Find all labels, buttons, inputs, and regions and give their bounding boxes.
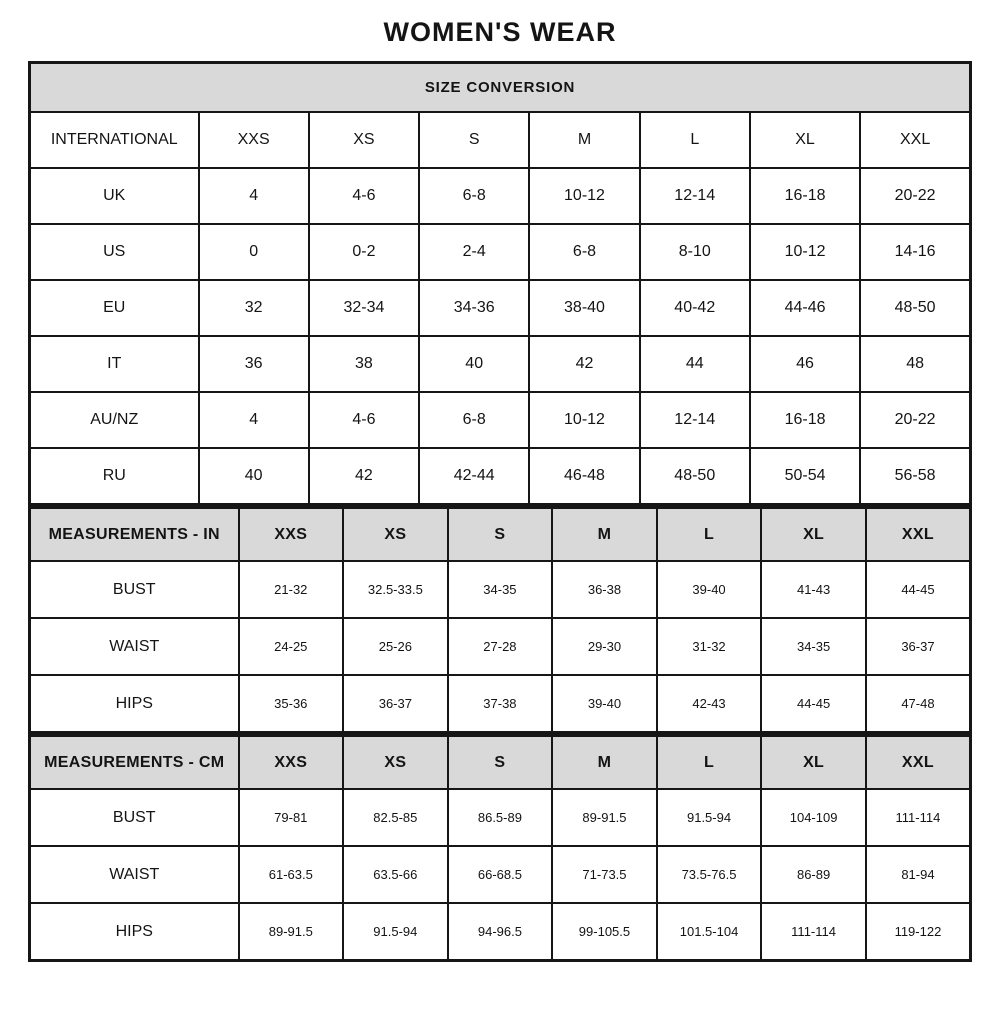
size-cell: 48-50	[860, 280, 970, 336]
size-cell: 10-12	[529, 168, 639, 224]
measurement-cell: 99-105.5	[552, 903, 657, 961]
size-cell: 4-6	[309, 168, 419, 224]
size-conversion-table	[28, 61, 972, 506]
column-header-measurements-in: MEASUREMENTS - IN	[30, 508, 239, 562]
size-cell: 50-54	[750, 448, 860, 505]
size-cell: 16-18	[750, 168, 860, 224]
measurement-cell: 66-68.5	[448, 846, 553, 903]
column-header-international: INTERNATIONAL	[30, 112, 199, 168]
size-cell: 44	[640, 336, 750, 392]
column-header-xl: XL	[761, 736, 866, 790]
column-header-l: L	[657, 736, 762, 790]
column-header-s: S	[448, 736, 553, 790]
measurement-cell: 41-43	[761, 561, 866, 618]
measurement-cell: 36-37	[866, 618, 971, 675]
column-header-m: M	[552, 508, 657, 562]
measurement-cell: 63.5-66	[343, 846, 448, 903]
size-cell: 16-18	[750, 392, 860, 448]
row-label-hips: HIPS	[30, 903, 239, 961]
size-cell: 42-44	[419, 448, 529, 505]
column-header-xxs: XXS	[239, 508, 344, 562]
column-header-xs: XS	[343, 508, 448, 562]
column-header-xs: XS	[309, 112, 419, 168]
row-label-waist: WAIST	[30, 618, 239, 675]
size-cell: 4-6	[309, 392, 419, 448]
measurement-cell: 86.5-89	[448, 789, 553, 846]
measurement-cell: 89-91.5	[552, 789, 657, 846]
table-row-hips	[30, 903, 971, 961]
size-cell: 20-22	[860, 168, 970, 224]
size-cell: 10-12	[529, 392, 639, 448]
measurement-cell: 31-32	[657, 618, 762, 675]
measurement-cell: 71-73.5	[552, 846, 657, 903]
column-header-l: L	[657, 508, 762, 562]
measurement-cell: 39-40	[552, 675, 657, 733]
row-label-eu: EU	[30, 280, 199, 336]
measurement-cell: 86-89	[761, 846, 866, 903]
size-cell: 0-2	[309, 224, 419, 280]
row-label-hips: HIPS	[30, 675, 239, 733]
measurement-cell: 61-63.5	[239, 846, 344, 903]
size-cell: 36	[199, 336, 309, 392]
table-header-row	[30, 508, 971, 562]
column-header-s: S	[448, 508, 553, 562]
size-cell: 38	[309, 336, 419, 392]
measurement-cell: 24-25	[239, 618, 344, 675]
measurement-cell: 34-35	[448, 561, 553, 618]
measurement-cell: 27-28	[448, 618, 553, 675]
table-header-row	[30, 112, 971, 168]
size-cell: 10-12	[750, 224, 860, 280]
measurement-cell: 79-81	[239, 789, 344, 846]
column-header-xxs: XXS	[239, 736, 344, 790]
size-cell: 0	[199, 224, 309, 280]
size-cell: 38-40	[529, 280, 639, 336]
table-row-bust	[30, 789, 971, 846]
row-label-ru: RU	[30, 448, 199, 505]
size-cell: 4	[199, 392, 309, 448]
column-header-m: M	[529, 112, 639, 168]
size-cell: 56-58	[860, 448, 970, 505]
measurement-cell: 35-36	[239, 675, 344, 733]
measurement-cell: 111-114	[866, 789, 971, 846]
measurements-in-table	[28, 506, 972, 734]
measurement-cell: 89-91.5	[239, 903, 344, 961]
size-cell: 4	[199, 168, 309, 224]
table-row-it	[30, 336, 971, 392]
size-cell: 40	[199, 448, 309, 505]
measurement-cell: 119-122	[866, 903, 971, 961]
table-row-aunz	[30, 392, 971, 448]
measurement-cell: 21-32	[239, 561, 344, 618]
column-header-l: L	[640, 112, 750, 168]
page-title: WOMEN'S WEAR	[383, 17, 617, 47]
column-header-xxl: XXL	[866, 508, 971, 562]
size-cell: 20-22	[860, 392, 970, 448]
table-row-bust	[30, 561, 971, 618]
size-cell: 8-10	[640, 224, 750, 280]
measurement-cell: 91.5-94	[657, 789, 762, 846]
measurement-cell: 39-40	[657, 561, 762, 618]
table-row-ru	[30, 448, 971, 505]
size-cell: 12-14	[640, 392, 750, 448]
table-row-waist	[30, 846, 971, 903]
column-header-xxl: XXL	[860, 112, 970, 168]
row-label-uk: UK	[30, 168, 199, 224]
measurement-cell: 44-45	[761, 675, 866, 733]
measurement-cell: 32.5-33.5	[343, 561, 448, 618]
table-row-eu	[30, 280, 971, 336]
measurement-cell: 101.5-104	[657, 903, 762, 961]
column-header-xxl: XXL	[866, 736, 971, 790]
row-label-bust: BUST	[30, 561, 239, 618]
table-row-uk	[30, 168, 971, 224]
measurement-cell: 73.5-76.5	[657, 846, 762, 903]
measurement-cell: 91.5-94	[343, 903, 448, 961]
measurement-cell: 37-38	[448, 675, 553, 733]
column-header-xl: XL	[750, 112, 860, 168]
table-header-row	[30, 736, 971, 790]
size-cell: 42	[309, 448, 419, 505]
row-label-aunz: AU/NZ	[30, 392, 199, 448]
size-cell: 40	[419, 336, 529, 392]
size-cell: 34-36	[419, 280, 529, 336]
size-cell: 6-8	[419, 168, 529, 224]
size-cell: 48	[860, 336, 970, 392]
measurement-cell: 34-35	[761, 618, 866, 675]
measurement-cell: 94-96.5	[448, 903, 553, 961]
size-cell: 12-14	[640, 168, 750, 224]
measurement-cell: 29-30	[552, 618, 657, 675]
size-cell: 2-4	[419, 224, 529, 280]
size-cell: 46	[750, 336, 860, 392]
measurement-cell: 47-48	[866, 675, 971, 733]
page	[0, 17, 1000, 962]
measurement-cell: 36-38	[552, 561, 657, 618]
table-banner-row	[30, 63, 971, 113]
row-label-it: IT	[30, 336, 199, 392]
size-cell: 14-16	[860, 224, 970, 280]
column-header-s: S	[419, 112, 529, 168]
row-label-us: US	[30, 224, 199, 280]
row-label-bust: BUST	[30, 789, 239, 846]
size-cell: 32-34	[309, 280, 419, 336]
measurement-cell: 104-109	[761, 789, 866, 846]
table-row-hips	[30, 675, 971, 733]
measurement-cell: 44-45	[866, 561, 971, 618]
column-header-xs: XS	[343, 736, 448, 790]
size-cell: 42	[529, 336, 639, 392]
row-label-waist: WAIST	[30, 846, 239, 903]
column-header-xl: XL	[761, 508, 866, 562]
size-cell: 6-8	[419, 392, 529, 448]
measurements-cm-table	[28, 734, 972, 962]
size-cell: 46-48	[529, 448, 639, 505]
size-conversion-banner: SIZE CONVERSION	[30, 63, 971, 113]
measurement-cell: 36-37	[343, 675, 448, 733]
table-row-waist	[30, 618, 971, 675]
measurement-cell: 82.5-85	[343, 789, 448, 846]
size-cell: 48-50	[640, 448, 750, 505]
column-header-measurements-cm: MEASUREMENTS - CM	[30, 736, 239, 790]
column-header-xxs: XXS	[199, 112, 309, 168]
column-header-m: M	[552, 736, 657, 790]
size-cell: 44-46	[750, 280, 860, 336]
table-row-us	[30, 224, 971, 280]
measurement-cell: 81-94	[866, 846, 971, 903]
size-cell: 6-8	[529, 224, 639, 280]
size-cell: 40-42	[640, 280, 750, 336]
measurement-cell: 111-114	[761, 903, 866, 961]
measurement-cell: 42-43	[657, 675, 762, 733]
size-cell: 32	[199, 280, 309, 336]
measurement-cell: 25-26	[343, 618, 448, 675]
